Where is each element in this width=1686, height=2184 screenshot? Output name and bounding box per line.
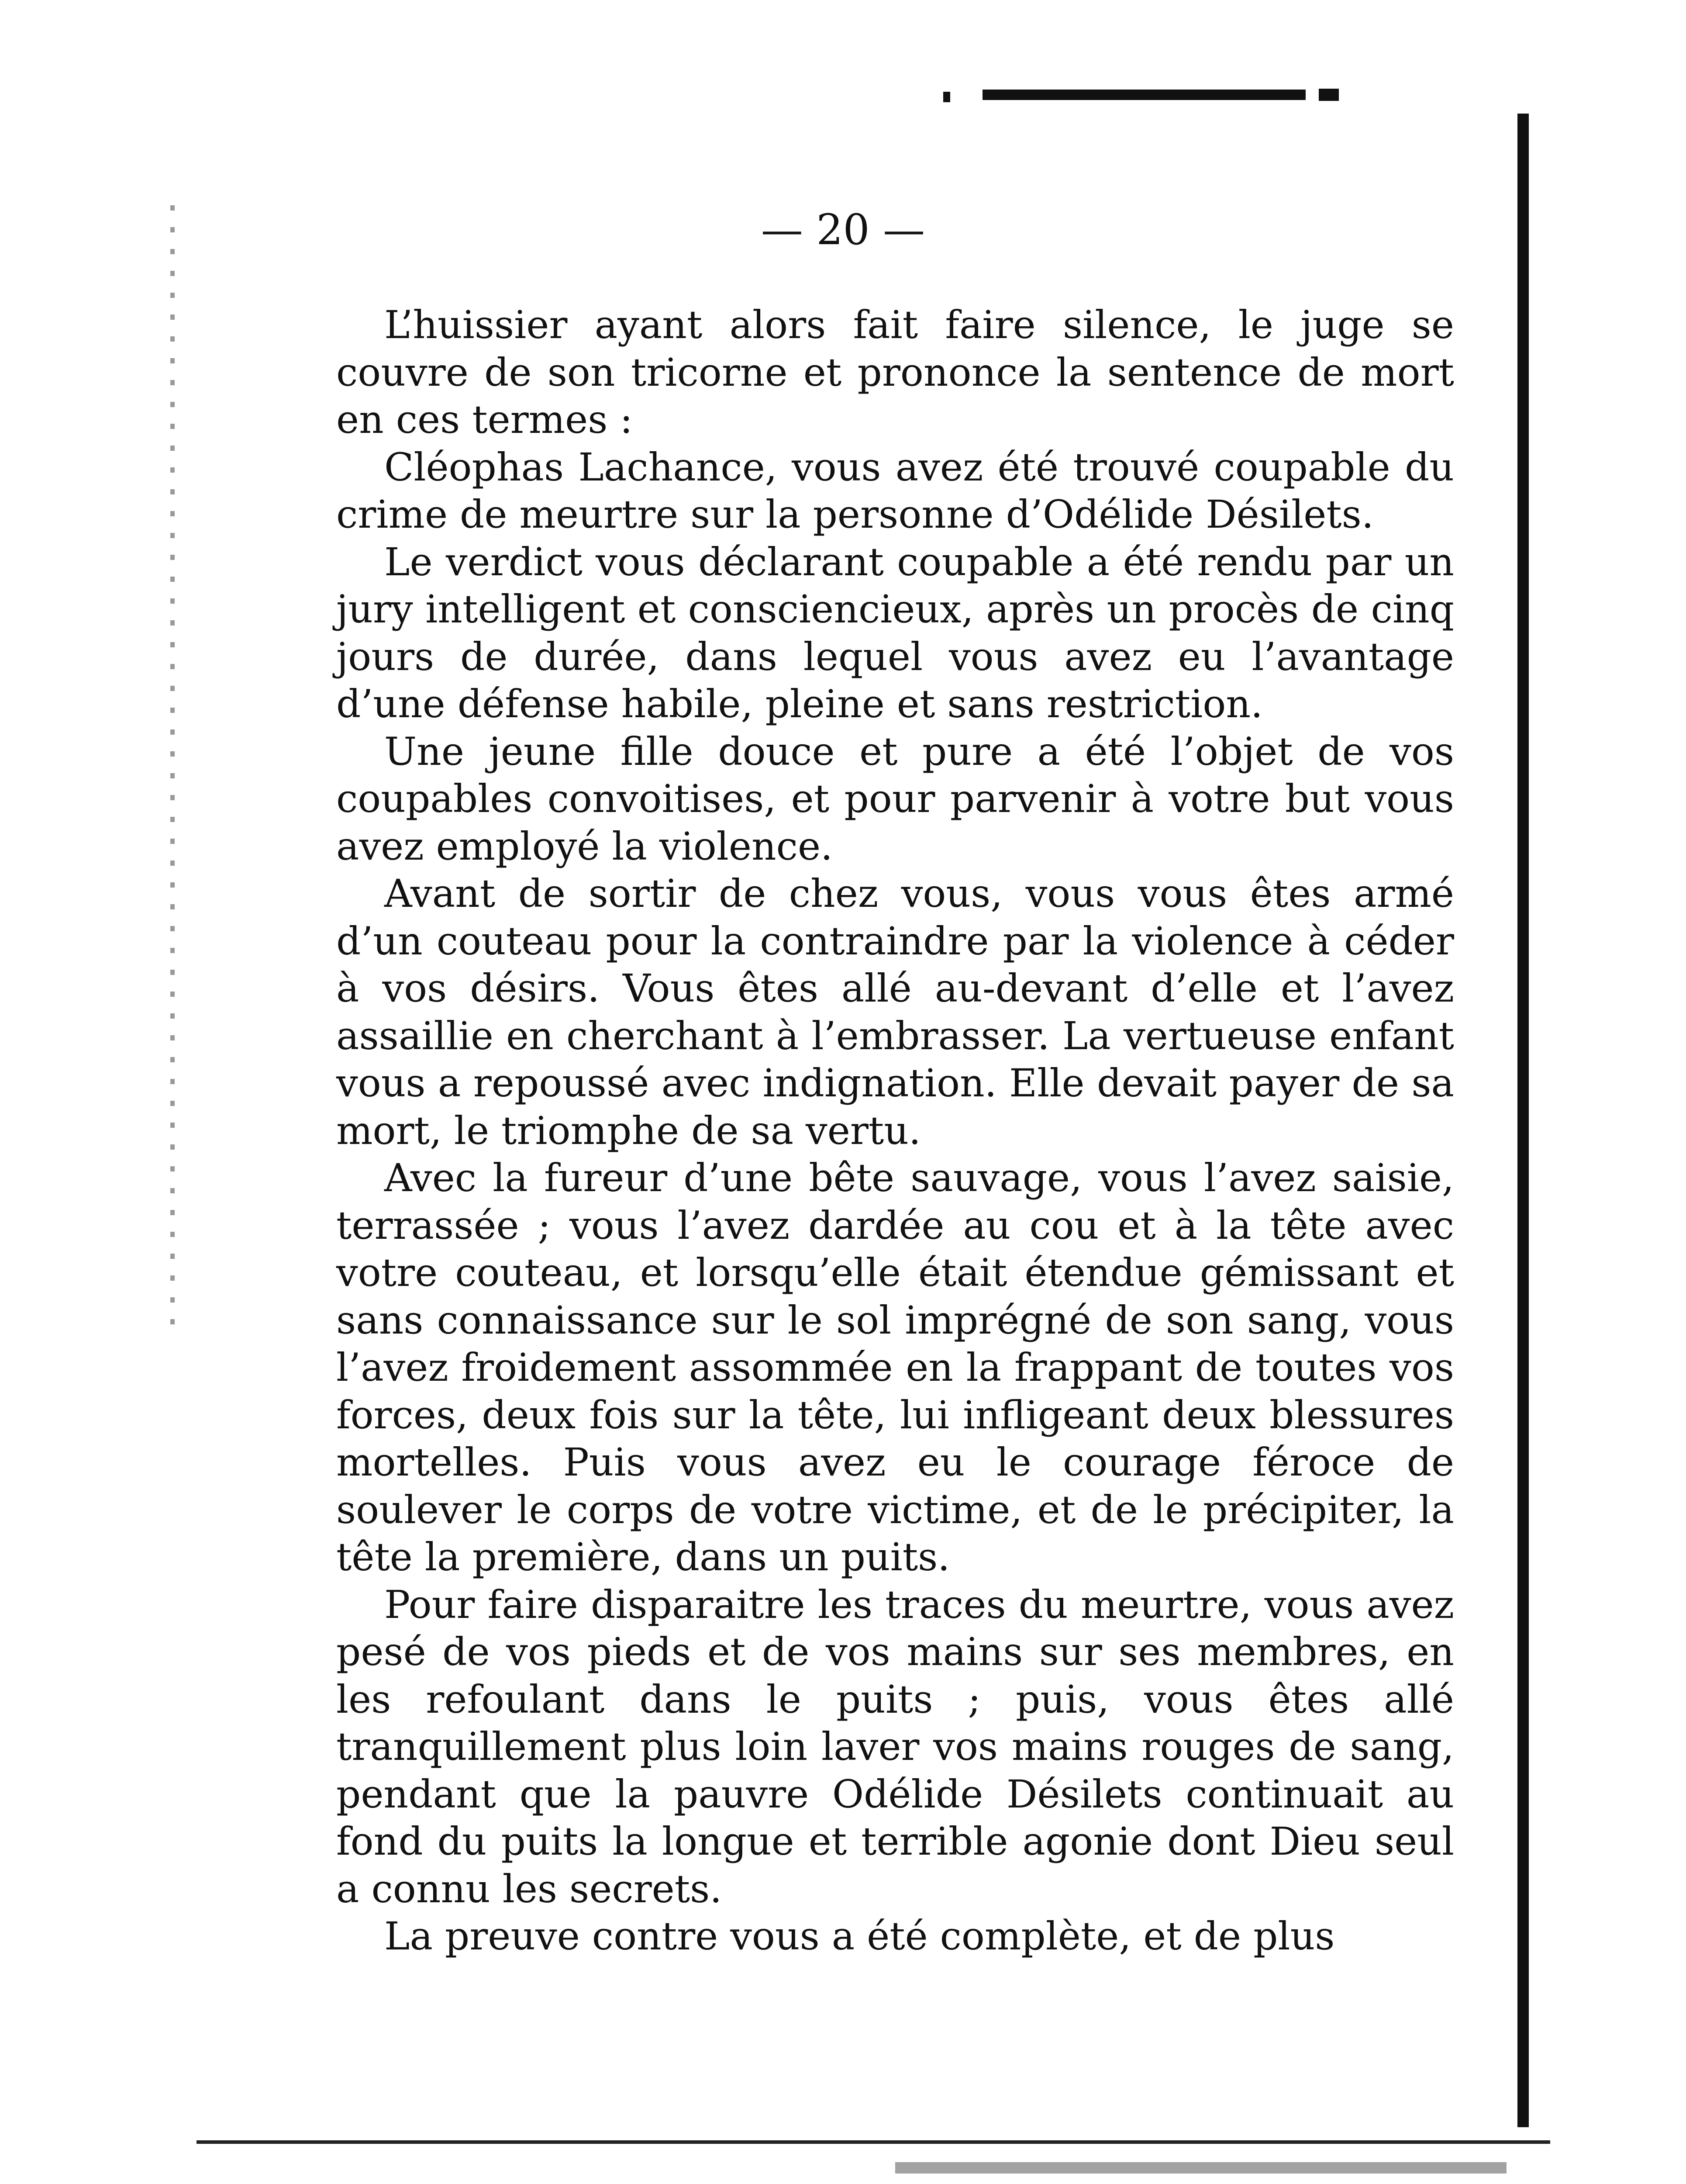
left-margin-speckle — [170, 205, 175, 1341]
paragraph-2: Cléophas Lachance, vous avez été trouvé coupable du crime de meurtre sur la personne d’Odélide Désilets. — [336, 444, 1454, 537]
page-number: — 20 — — [761, 205, 925, 254]
paragraph-3: Le verdict vous déclarant coupable a été rendu par un jury intelligent et consciencieux, après un procès de cinq jours de durée, dans lequel vous avez eu l’avantage d’une défense habile, pleine et sans restriction. — [336, 539, 1454, 726]
right-page-border — [1517, 114, 1529, 2127]
paragraph-8: La preuve contre vous a été complète, et de plus — [384, 1914, 1335, 1959]
body-text — [336, 301, 1454, 1960]
bottom-scan-smudge — [895, 2162, 1507, 2174]
paragraph-4: Une jeune fille douce et pure a été l’objet de vos coupables convoitises, et pour parvenir à votre but vous avez employé la violence. — [336, 729, 1454, 869]
top-rule-mark-right — [1319, 89, 1339, 101]
top-rule — [983, 90, 1306, 100]
bottom-rule — [197, 2140, 1550, 2144]
paragraph-1: L’huissier ayant alors fait faire silence, le juge se couvre de son tricorne et prononce la sentence de mort en ces termes : — [336, 302, 1454, 442]
paragraph-7: Pour faire disparaitre les traces du meurtre, vous avez pesé de vos pieds et de vos mains sur ses membres, en les refoulant dans le puits ; puis, vous êtes allé tranquillement plus loin laver vos mains rouges de sang, pendant que la pauvre Odélide Désilets continuait au fond du puits la longue et terrible agonie dont Dieu seul a connu les secrets. — [336, 1582, 1454, 1911]
top-rule-mark-left — [943, 92, 950, 102]
paragraph-5: Avant de sortir de chez vous, vous vous êtes armé d’un couteau pour la contraindre par la violence à céder à vos désirs. Vous êtes allé au-devant d’elle et l’avez assaillie en cherchant à l’embrasser. La vertueuse enfant vous a repoussé avec indignation. Elle devait payer de sa mort, le triomphe de sa vertu. — [336, 871, 1454, 1153]
paragraph-6: Avec la fureur d’une bête sauvage, vous l’avez saisie, terrassée ; vous l’avez dardée au cou et à la tête avec votre couteau, et lorsqu’elle était étendue gémissant et sans connaissance sur le sol imprégné de son sang, vous l’avez froidement assommée en la frappant de toutes vos forces, deux fois sur la tête, lui infligeant deux blessures mortelles. Puis vous avez eu le courage féroce de soulever le corps de votre victime, et de le précipiter, la tête la première, dans un puits. — [336, 1155, 1454, 1579]
